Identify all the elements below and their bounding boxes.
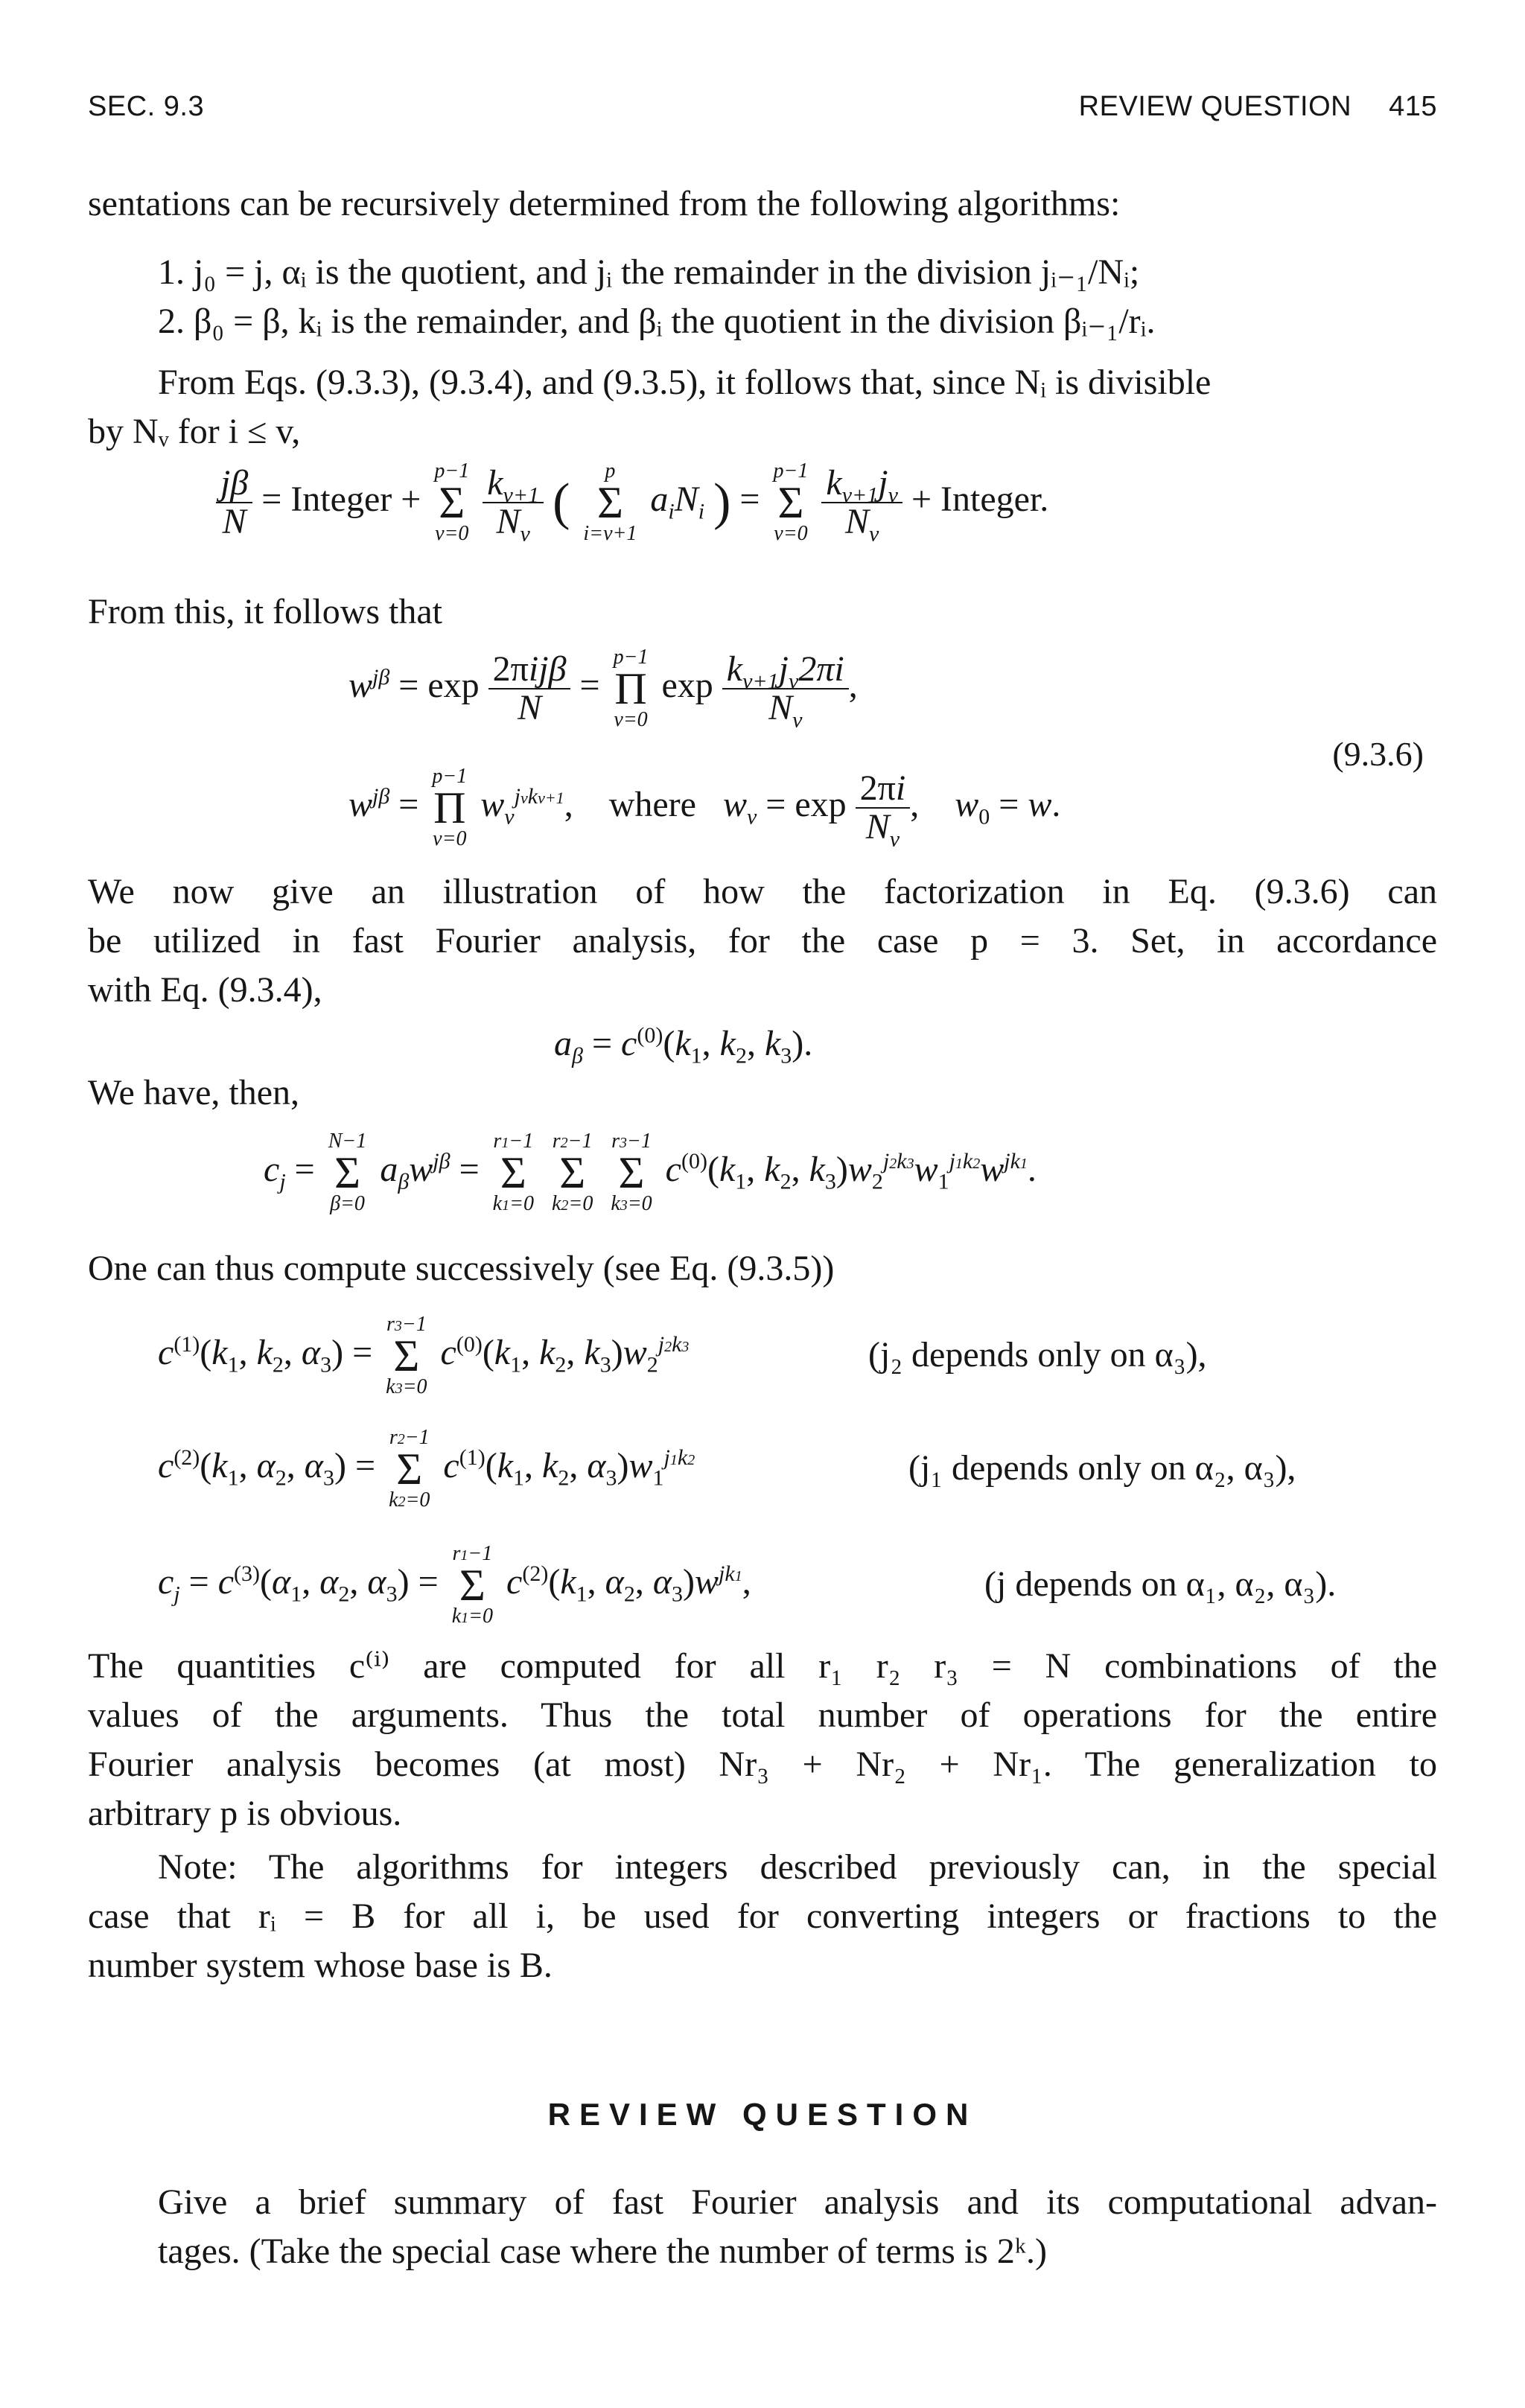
paragraph-illustration-line3: with Eq. (9.3.4), xyxy=(88,970,322,1010)
equation-c3-note: (j depends on α₁, α₂, α₃). xyxy=(984,1564,1337,1604)
frac-jbeta-over-n: $\frac{j\beta}{N}$ xyxy=(216,465,252,541)
paragraph-quantities-line2: values of the arguments. Thus the total number of operations for the entire xyxy=(88,1695,1437,1735)
equation-integer: $\frac{j\beta}{N}$ = Integer + p−1 Σ v=0 $\frac{k_{v+1}}{N_v}$ ( p Σ i=v+1 $a_iN_i$ ) = p−1 Σ v=0 $\frac{k_{v+1}j_v}{N_v}$ + Integer. xyxy=(216,462,1048,544)
equation-cj: $c_j$ = N−1 Σ β=0 $a_\beta w^{j\beta}$ = r1−1 Σ k1=0 r2−1 Σ k2=0 r3−1 Σ k3=0 $c^{(0)}(k_1$, $k_2$, $k_3)w_2^{j2k3}w_1^{j1k2}w^{jk1}$. xyxy=(264,1130,1037,1215)
paragraph-quantities-line3: Fourier analysis becomes (at most) Nr₃ + Nr₂ + Nr₁. The generalization to xyxy=(88,1745,1437,1784)
paragraph-illustration-line2: be utilized in fast Fourier analysis, for the case p = 3. Set, in accordance xyxy=(88,921,1437,961)
algorithm-step-2: 2. β₀ = β, kᵢ is the remainder, and βᵢ the quotient in the division βᵢ₋₁/rᵢ. xyxy=(158,302,1156,341)
algorithm-step-1: 1. j₀ = j, αᵢ is the quotient, and jᵢ the remainder in the division jᵢ₋₁/Nᵢ; xyxy=(158,252,1140,292)
section-label: SEC. 9.3 xyxy=(88,91,205,122)
equation-c1-note: (j₂ depends only on α₃), xyxy=(868,1335,1207,1375)
paragraph-successively: One can thus compute successively (see Eq. (9.3.5)) xyxy=(88,1249,835,1288)
paragraph-note-line3: number system whose base is B. xyxy=(88,1946,553,1985)
running-header xyxy=(1079,91,1437,123)
page-number: 415 xyxy=(1389,91,1437,122)
equation-c2: $c^{(2)}(k_1$, $\alpha_2$, $\alpha_3$) = r2−1 Σ k2=0 $c^{(1)}(k_1$, $k_2$, $\alpha_3)w_1^{j1k2}$ xyxy=(158,1426,695,1512)
equation-c3: $c_j = c^{(3)}(\alpha_1$, $\alpha_2$, $\alpha_3$) = r1−1 Σ k1=0 $c^{(2)}(k_1$, $\alpha_2$, $\alpha_3)w^{jk1}$, xyxy=(158,1542,751,1628)
equation-number-936: (9.3.6) xyxy=(1332,735,1424,773)
paragraph-intro: sentations can be recursively determined from the following algorithms: xyxy=(88,184,1121,223)
paragraph-note-line1: Note: The algorithms for integers described previously can, in the special xyxy=(158,1847,1437,1887)
equation-c1: $c^{(1)}(k_1$, $k_2$, $\alpha_3$) = r3−1 Σ k3=0 $c^{(0)}(k_1$, $k_2$, $k_3)w_2^{j2k3}$ xyxy=(158,1313,690,1398)
paragraph-we-have: We have, then, xyxy=(88,1073,300,1112)
review-question-line2: tages. (Take the special case where the number of terms is 2ᵏ.) xyxy=(158,2232,1047,2271)
paragraph-quantities-line1: The quantities c⁽ⁱ⁾ are computed for all r₁ r₂ r₃ = N combinations of the xyxy=(88,1646,1437,1686)
paragraph-from-this: From this, it follows that xyxy=(88,592,443,631)
paragraph-note-line2: case that rᵢ = B for all i, be used for converting integers or fractions to the xyxy=(88,1896,1437,1936)
paragraph-from-eqs-line2: by Nᵥ for i ≤ v, xyxy=(88,412,301,451)
review-question-heading: REVIEW QUESTION xyxy=(547,2097,978,2132)
review-question-line1: Give a brief summary of fast Fourier analysis and its computational advan- xyxy=(158,2182,1437,2222)
equation-936-line1: $w^{j\beta} = \exp$ $\frac{\text{2πijβ}}{N}$ = p−1 Π v=0 exp $\frac{k_{v+1}j_v2\pi i}{N_v}$ , xyxy=(348,646,858,733)
product-operator: p−1 Π v=0 xyxy=(613,646,649,731)
equation-936-line2: $w^{j\beta}$ = p−1 Π v=0 $w_v^{jvkv+1}$, where $w_v = \exp$ $\frac{2\pi i}{N_v}$ , $w_0 = w$. xyxy=(348,765,1061,852)
equation-c2-note: (j₁ depends only on α₂, α₃), xyxy=(908,1448,1296,1488)
paragraph-from-eqs-line1: From Eqs. (9.3.3), (9.3.4), and (9.3.5), it follows that, since Nᵢ is divisible xyxy=(158,363,1212,402)
equation-a-beta: $a_\beta = c^{(0)}(k_1$, $k_2$, $k_3$). xyxy=(554,1023,813,1068)
paragraph-illustration-line1: We now give an illustration of how the factorization in Eq. (9.3.6) can xyxy=(88,872,1437,911)
running-title: REVIEW QUESTION xyxy=(1078,91,1352,122)
sum-operator: p−1 Σ v=0 xyxy=(434,459,470,545)
paragraph-quantities-line4: arbitrary p is obvious. xyxy=(88,1794,402,1833)
